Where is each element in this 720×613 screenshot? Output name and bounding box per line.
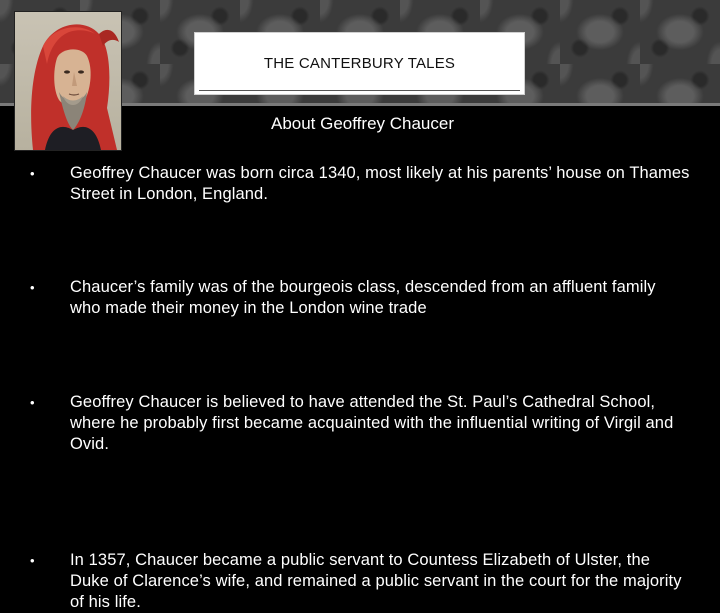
slide-subtitle: About Geoffrey Chaucer (270, 114, 454, 133)
bullet-dot-icon: • (30, 553, 35, 568)
bullet-item (30, 392, 690, 455)
chaucer-portrait-image (15, 12, 121, 150)
bullet-text: Geoffrey Chaucer is believed to have attended the St. Paul’s Cathedral School, where he probably first became acquainted with the influential writing of Virgil and Ovid. (70, 393, 674, 453)
bullet-text: In 1357, Chaucer became a public servant to Countess Elizabeth of Ulster, the Duke of Clarence’s wife, and remained a public servant in the court for the majority of his life. (70, 551, 682, 611)
title-card (194, 32, 525, 95)
slide-title: THE CANTERBURY TALES (263, 55, 456, 72)
portrait-icon (15, 12, 121, 150)
bullet-item (30, 163, 690, 205)
bullet-item (30, 550, 690, 613)
bullet-item (30, 277, 690, 319)
bullet-dot-icon: • (30, 280, 35, 295)
bullet-text: Chaucer’s family was of the bourgeois class, descended from an affluent family who made their money in the London wine trade (70, 278, 656, 317)
bullet-list (30, 163, 690, 611)
title-underline (199, 90, 520, 91)
bullet-text: Geoffrey Chaucer was born circa 1340, most likely at his parents’ house on Thames Street in London, England. (70, 164, 690, 203)
bullet-dot-icon: • (30, 395, 35, 410)
bullet-dot-icon: • (30, 166, 35, 181)
